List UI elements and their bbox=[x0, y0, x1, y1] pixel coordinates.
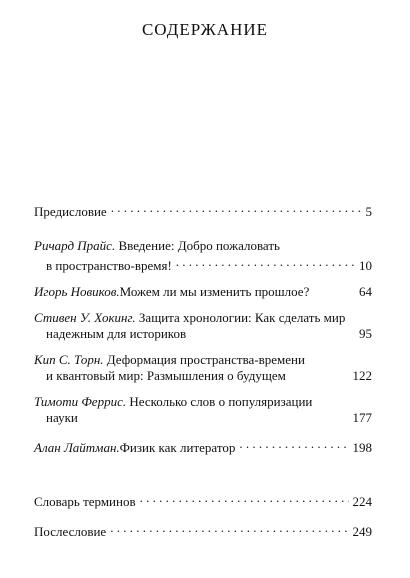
entry-title: Деформация пространства-времени bbox=[103, 352, 305, 367]
entry-title: Словарь терминов bbox=[34, 494, 136, 509]
entry-page-number: 95 bbox=[359, 326, 372, 341]
entry-title: Защита хронологии: Как сделать мир bbox=[135, 310, 346, 325]
dot-leader bbox=[111, 200, 362, 216]
entry-page-number: 249 bbox=[352, 524, 372, 539]
toc-entry-glossary[interactable] bbox=[34, 490, 372, 510]
entry-title: Можем ли мы изменить прошлое? bbox=[119, 284, 310, 299]
entry-author: Кип С. Торн. bbox=[34, 352, 104, 367]
entry-title-continuation: науки bbox=[46, 410, 78, 425]
entry-title: Введение: Добро пожаловать bbox=[115, 238, 280, 253]
entry-title-continuation: в пространство-время! bbox=[46, 258, 172, 273]
entry-author: Игорь Новиков. bbox=[34, 284, 120, 299]
toc-entry-afterword[interactable] bbox=[34, 520, 372, 540]
toc-entry-lightman[interactable] bbox=[34, 436, 372, 456]
entry-author: Ричард Прайс. bbox=[34, 238, 116, 253]
entry-page-number: 177 bbox=[352, 410, 372, 425]
toc-entry-hawking[interactable] bbox=[34, 310, 372, 342]
entry-page-number: 224 bbox=[352, 494, 372, 509]
entry-page-number: 10 bbox=[359, 258, 372, 273]
dot-leader bbox=[239, 436, 348, 452]
dot-leader bbox=[140, 490, 349, 506]
entry-author: Алан Лайтман. bbox=[34, 440, 120, 455]
entry-title-continuation: надежным для историков bbox=[46, 326, 187, 341]
entry-page-number: 5 bbox=[365, 204, 372, 219]
entry-title: Послесловие bbox=[34, 524, 107, 539]
entry-title-continuation: и квантовый мир: Размышления о будущем bbox=[46, 368, 286, 383]
toc-entry-preface[interactable] bbox=[34, 200, 372, 220]
dot-leader bbox=[110, 520, 348, 536]
dot-leader bbox=[176, 254, 355, 270]
toc-entry-price[interactable] bbox=[34, 238, 372, 274]
toc-entry-thorne[interactable] bbox=[34, 352, 372, 384]
entry-page-number: 198 bbox=[352, 440, 372, 455]
entry-author: Тимоти Феррис. bbox=[34, 394, 127, 409]
entry-author: Стивен У. Хокинг. bbox=[34, 310, 136, 325]
toc-entry-ferris[interactable] bbox=[34, 394, 372, 426]
toc-entry-novikov[interactable] bbox=[34, 284, 372, 300]
entry-title: Предисловие bbox=[34, 204, 107, 219]
page-title: СОДЕРЖАНИЕ bbox=[141, 20, 269, 39]
table-of-contents bbox=[34, 200, 372, 540]
entry-title: Физик как литератор bbox=[119, 440, 236, 455]
entry-page-number: 64 bbox=[359, 284, 372, 299]
entry-title: Несколько слов о популяризации bbox=[126, 394, 313, 409]
entry-page-number: 122 bbox=[352, 368, 372, 383]
